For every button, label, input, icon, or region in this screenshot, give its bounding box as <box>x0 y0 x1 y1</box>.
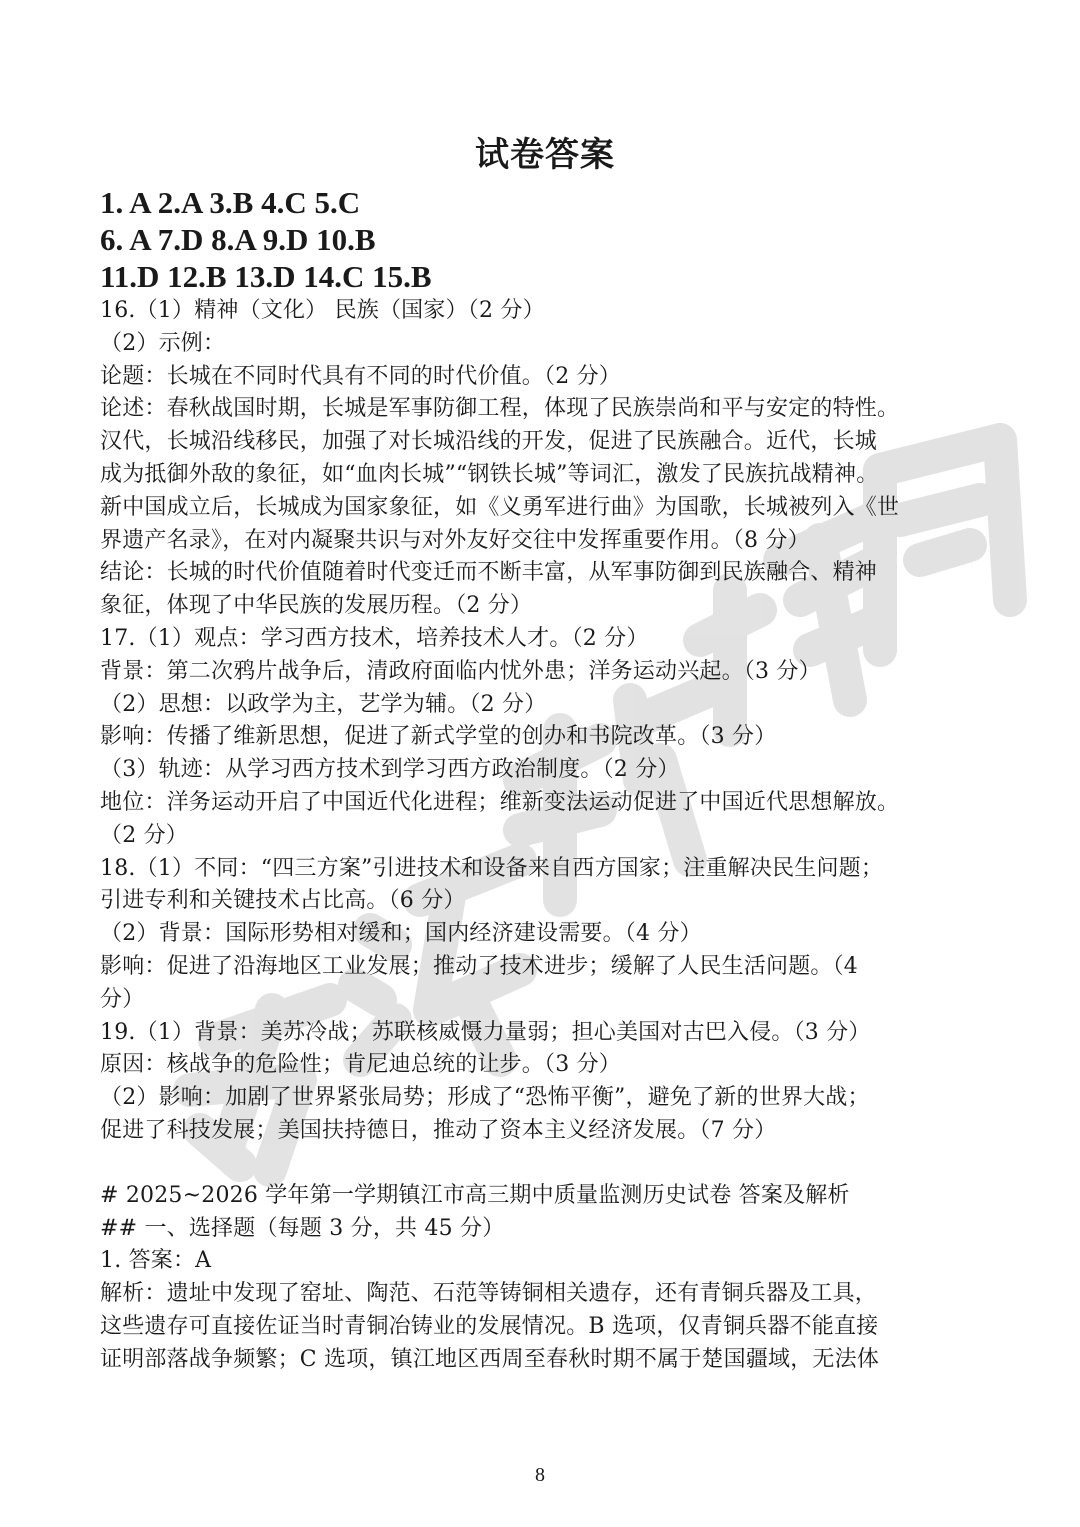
answer-page <box>100 128 990 1377</box>
answer-line: 16.（1）精神（文化） 民族（国家）（2 分） <box>100 298 545 323</box>
answer-line: 象征，体现了中华民族的发展历程。（2 分） <box>100 593 533 619</box>
answer-line: （3）轨迹：从学习西方技术到学习西方政治制度。（2 分） <box>100 757 680 783</box>
subjective-answers <box>100 295 990 1148</box>
answer-line: 分） <box>100 986 145 1012</box>
answer-line: 17.（1）观点：学习西方技术，培养技术人才。（2 分） <box>100 625 649 651</box>
answer-line: （2 分） <box>100 822 188 848</box>
answer-line: 成为抵御外敌的象征，如“血肉长城”“钢铁长城”等词汇，激发了民族抗战精神。 <box>100 461 879 487</box>
page-title: 试卷答案 <box>475 135 615 175</box>
answer-line: 促进了科技发展；美国扶持德日，推动了资本主义经济发展。（7 分） <box>100 1117 777 1143</box>
answer-line: 论题：长城在不同时代具有不同的时代价值。（2 分） <box>100 363 621 389</box>
analysis-line: 解析：遗址中发现了窑址、陶范、石范等铸铜相关遗存，还有青铜兵器及工具， <box>100 1281 878 1307</box>
answer-line: 原因：核战争的危险性；肯尼迪总统的让步。（3 分） <box>100 1052 621 1078</box>
answer-line: 论述：春秋战国时期，长城是军事防御工程，体现了民族崇尚和平与安定的特性。 <box>100 396 900 422</box>
analysis-heading: # 2025~2026 学年第一学期镇江市高三期中质量监测历史试卷 答案及解析 <box>100 1182 850 1208</box>
answer-line: 引进专利和关键技术占比高。（6 分） <box>100 888 466 914</box>
page-number: 8 <box>535 1464 545 1486</box>
answer-line: 新中国成立后，长城成为国家象征，如《义勇军进行曲》为国歌，长城被列入《世 <box>100 494 900 520</box>
answer-line: 地位：洋务运动开启了中国近代化进程；维新变法运动促进了中国近代思想解放。 <box>100 789 900 815</box>
analysis-line: 1. 答案：A <box>100 1248 212 1274</box>
choice-answer-line: 6. A 7.D 8.A 9.D 10.B <box>100 222 376 257</box>
section-gap <box>100 1148 990 1180</box>
choice-answer-line: 11.D 12.B 13.D 14.C 15.B <box>100 259 432 294</box>
answer-line: 汉代，长城沿线移民，加强了对长城沿线的开发，促进了民族融合。近代，长城 <box>100 429 878 455</box>
analysis-section <box>100 1180 990 1377</box>
analysis-line: 这些遗存可直接佐证当时青铜冶铸业的发展情况。B 选项，仅青铜兵器不能直接 <box>100 1313 879 1339</box>
answer-line: 结论：长城的时代价值随着时代变迁而不断丰富，从军事防御到民族融合、精神 <box>100 560 878 586</box>
answer-line: 影响：传播了维新思想，促进了新式学堂的创办和书院改革。（3 分） <box>100 724 777 750</box>
analysis-subheading: ## 一、选择题（每题 3 分，共 45 分） <box>100 1215 505 1241</box>
choice-answer-line: 1. A 2.A 3.B 4.C 5.C <box>100 185 361 220</box>
answer-line: 背景：第二次鸦片战争后，清政府面临内忧外患；洋务运动兴起。（3 分） <box>100 658 821 684</box>
answer-line: 18.（1）不同：“四三方案”引进技术和设备来自西方国家；注重解决民生问题； <box>100 855 884 881</box>
answer-line: （2）思想：以政学为主，艺学为辅。（2 分） <box>100 691 547 717</box>
answer-line: 界遗产名录》，在对内凝聚共识与对外友好交往中发挥重要作用。（8 分） <box>100 527 810 553</box>
answer-line: （2）示例： <box>100 330 226 356</box>
answer-line: 19.（1）背景：美苏冷战；苏联核威慑力量弱；担心美国对古巴入侵。（3 分） <box>100 1019 871 1045</box>
analysis-line: 证明部落战争频繁；C 选项，镇江地区西周至春秋时期不属于楚国疆域，无法体 <box>100 1346 880 1372</box>
answer-line: 影响：促进了沿海地区工业发展；推动了技术进步；缓解了人民生活问题。（4 <box>100 953 858 979</box>
answer-line: （2）背景：国际形势相对缓和；国内经济建设需要。（4 分） <box>100 921 702 947</box>
answer-line: （2）影响：加剧了世界紧张局势；形成了“恐怖平衡”，避免了新的世界大战； <box>100 1085 870 1111</box>
choice-answers <box>100 184 990 295</box>
